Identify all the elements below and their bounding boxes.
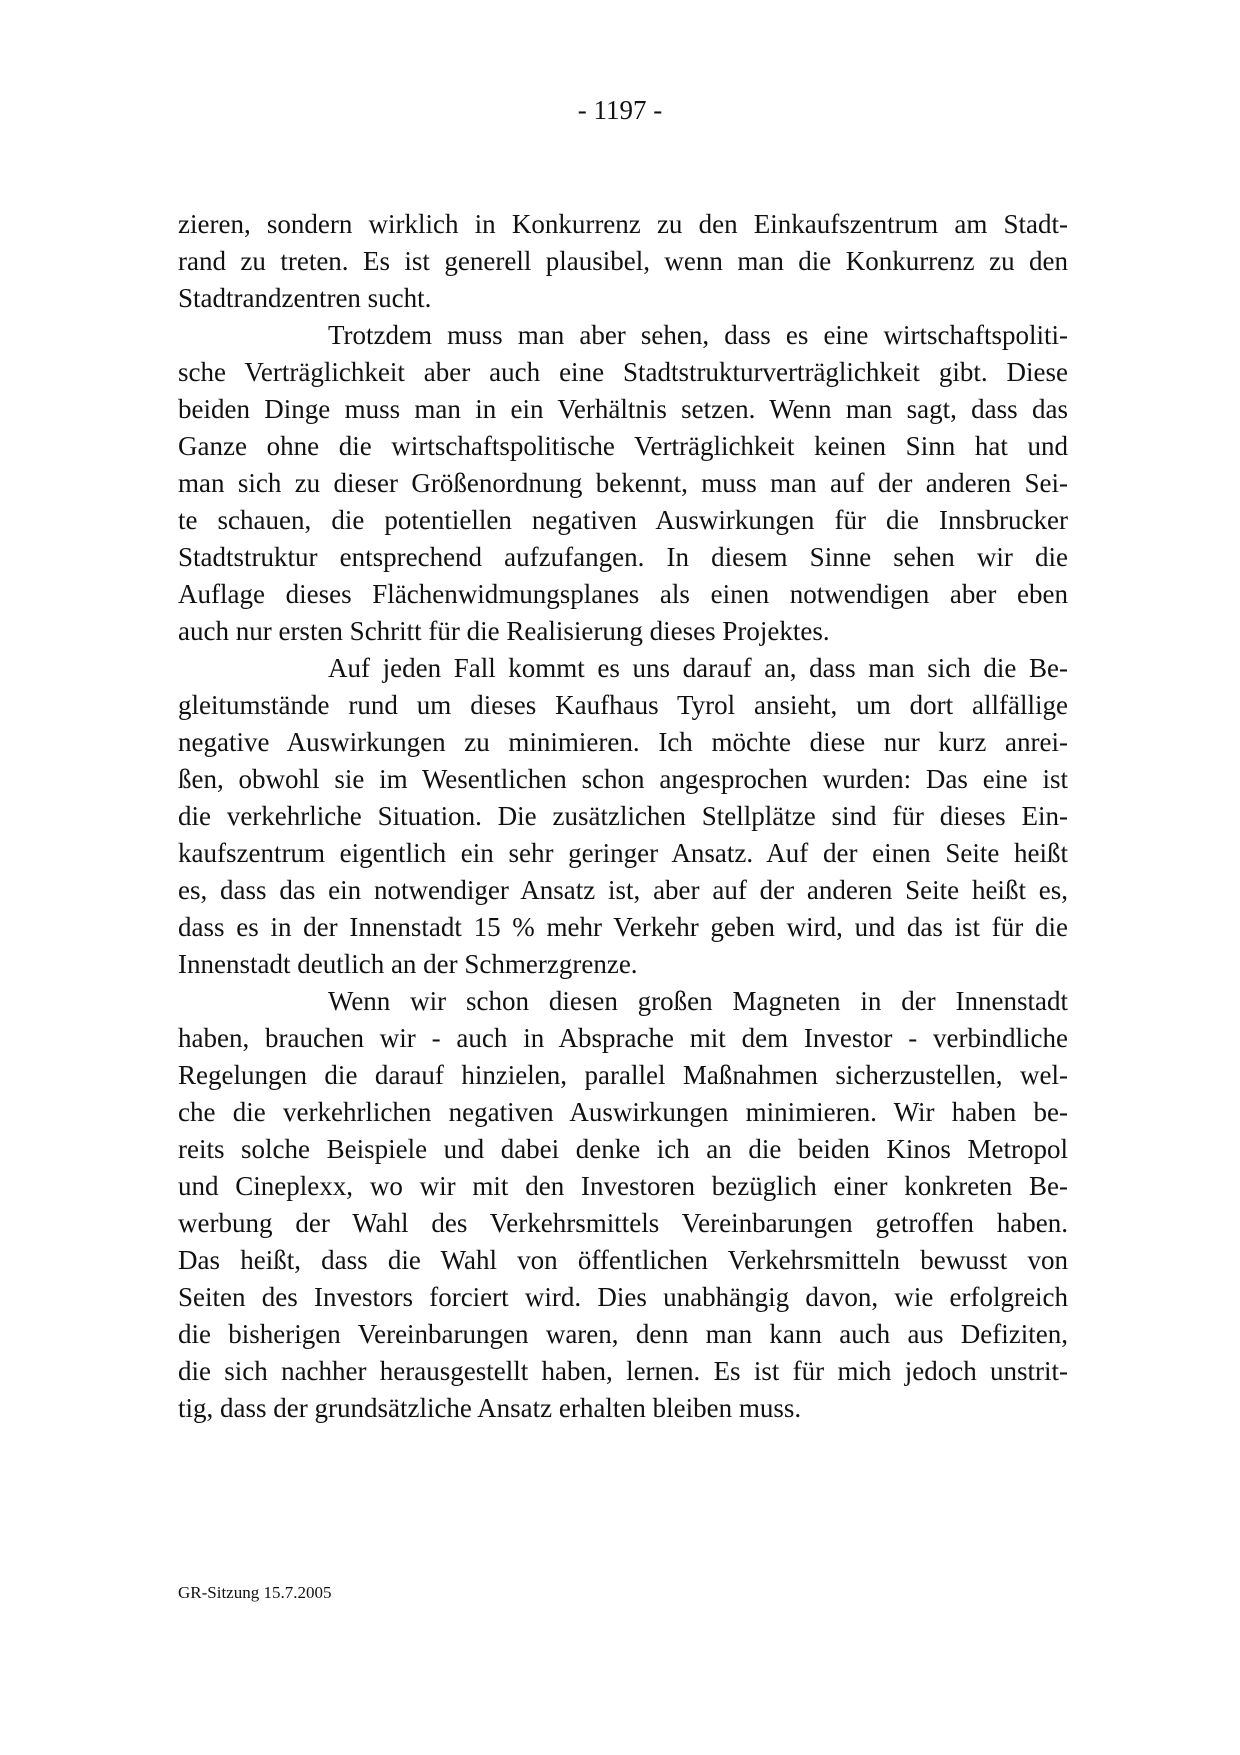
text-line: Ganze ohne die wirtschaftspolitische Verträglichkeit keinen Sinn hat und: [178, 431, 1068, 461]
text-line: auch nur ersten Schritt für die Realisierung dieses Projektes.: [178, 616, 830, 646]
text-line: Stadtrandzentren sucht.: [178, 283, 432, 313]
text-line: Innenstadt deutlich an der Schmerzgrenze.: [178, 949, 638, 979]
footer-session-date: GR-Sitzung 15.7.2005: [178, 1583, 332, 1602]
text-line: negative Auswirkungen zu minimieren. Ich möchte diese nur kurz anrei-: [178, 727, 1068, 757]
text-line: rand zu treten. Es ist generell plausibel, wenn man die Konkurrenz zu den: [178, 246, 1068, 276]
text-line: zieren, sondern wirklich in Konkurrenz zu den Einkaufszentrum am Stadt-: [178, 209, 1068, 239]
text-line: und Cineplexx, wo wir mit den Investoren bezüglich einer konkreten Be-: [178, 1171, 1068, 1201]
text-line: Auf jeden Fall kommt es uns darauf an, dass man sich die Be-: [328, 653, 1068, 683]
text-line: Wenn wir schon diesen großen Magneten in der Innenstadt: [328, 986, 1068, 1016]
text-line: dass es in der Innenstadt 15 % mehr Verkehr geben wird, und das ist für die: [178, 912, 1068, 942]
text-line: reits solche Beispiele und dabei denke ich an die beiden Kinos Metropol: [178, 1134, 1068, 1164]
paragraph: [178, 650, 1068, 983]
text-line: Das heißt, dass die Wahl von öffentlichen Verkehrsmitteln bewusst von: [178, 1245, 1068, 1275]
text-line: che die verkehrlichen negativen Auswirkungen minimieren. Wir haben be-: [178, 1097, 1068, 1127]
text-line: die bisherigen Vereinbarungen waren, denn man kann auch aus Defiziten,: [178, 1319, 1068, 1349]
text-line: es, dass das ein notwendiger Ansatz ist, aber auf der anderen Seite heißt es,: [178, 875, 1068, 905]
text-line: haben, brauchen wir - auch in Absprache mit dem Investor - verbindliche: [178, 1023, 1068, 1053]
text-line: Seiten des Investors forciert wird. Dies unabhängig davon, wie erfolgreich: [178, 1282, 1068, 1312]
text-line: Regelungen die darauf hinzielen, parallel Maßnahmen sicherzustellen, wel-: [178, 1060, 1068, 1090]
text-line: man sich zu dieser Größenordnung bekennt, muss man auf der anderen Sei-: [178, 468, 1068, 498]
paragraph: [178, 206, 1068, 317]
page-number: - 1197 -: [577, 95, 663, 125]
text-line: sche Verträglichkeit aber auch eine Stadtstrukturverträglichkeit gibt. Diese: [178, 357, 1068, 387]
text-line: werbung der Wahl des Verkehrsmittels Vereinbarungen getroffen haben.: [178, 1208, 1068, 1238]
text-line: die sich nachher herausgestellt haben, lernen. Es ist für mich jedoch unstrit-: [178, 1356, 1068, 1386]
text-line: gleitumstände rund um dieses Kaufhaus Tyrol ansieht, um dort allfällige: [178, 690, 1068, 720]
text-line: ßen, obwohl sie im Wesentlichen schon angesprochen wurden: Das eine ist: [178, 764, 1068, 794]
text-line: kaufszentrum eigentlich ein sehr geringer Ansatz. Auf der einen Seite heißt: [178, 838, 1068, 868]
text-line: beiden Dinge muss man in ein Verhältnis setzen. Wenn man sagt, dass das: [178, 394, 1068, 424]
paragraph: [178, 983, 1068, 1427]
paragraph: [178, 317, 1068, 650]
text-line: te schauen, die potentiellen negativen Auswirkungen für die Innsbrucker: [178, 505, 1068, 535]
text-line: Stadtstruktur entsprechend aufzufangen. In diesem Sinne sehen wir die: [178, 542, 1068, 572]
text-line: tig, dass der grundsätzliche Ansatz erhalten bleiben muss.: [178, 1393, 802, 1423]
text-line: Trotzdem muss man aber sehen, dass es eine wirtschaftspoliti-: [328, 320, 1068, 350]
text-line: Auflage dieses Flächenwidmungsplanes als einen notwendigen aber eben: [178, 579, 1068, 609]
text-line: die verkehrliche Situation. Die zusätzlichen Stellplätze sind für dieses Ein-: [178, 801, 1068, 831]
body-text: [178, 206, 1068, 1427]
